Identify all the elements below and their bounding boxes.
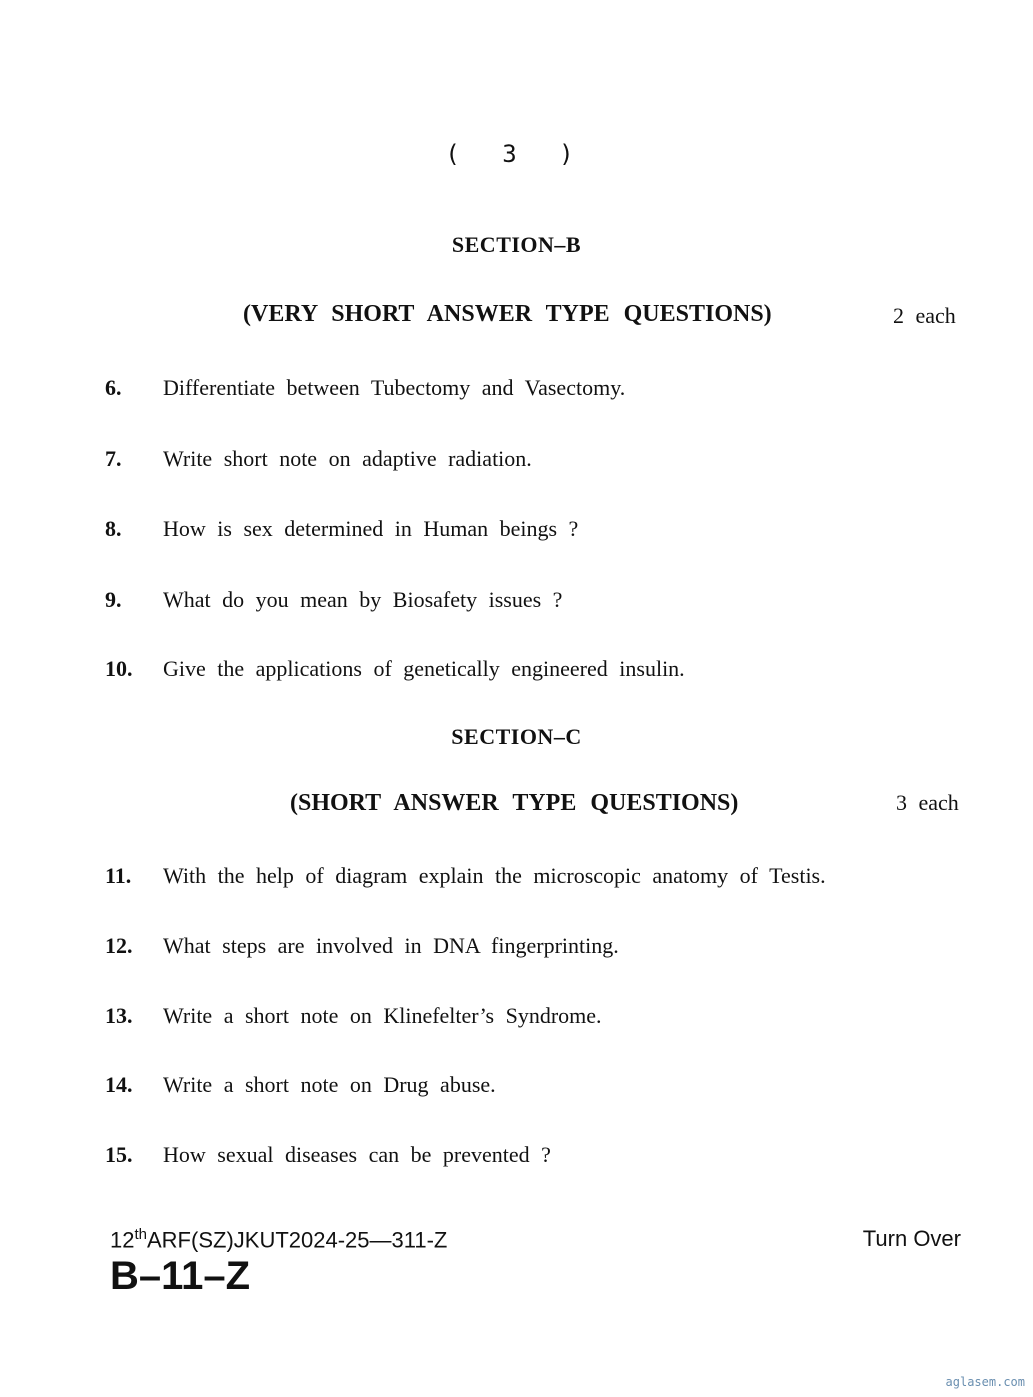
question-text: With the help of diagram explain the microscopic anatomy of Testis. xyxy=(163,863,826,888)
paper-code-sup: th xyxy=(134,1226,147,1243)
turn-over-label: Turn Over xyxy=(862,1226,961,1251)
question-number: 6. xyxy=(105,375,122,400)
question-item xyxy=(105,446,973,472)
question-item xyxy=(105,863,973,889)
question-text: What steps are involved in DNA fingerprinting. xyxy=(163,933,619,958)
section-b-subtitle: (VERY SHORT ANSWER TYPE QUESTIONS) xyxy=(243,301,772,327)
section-b-title: SECTION–B xyxy=(451,232,582,257)
question-item xyxy=(105,587,973,613)
section-b-marks: 2 each xyxy=(893,303,956,328)
paper-code-prefix: 12 xyxy=(110,1227,135,1253)
paper-code-rest: ARF(SZ)JKUT2024-25—311-Z xyxy=(147,1227,448,1253)
question-item xyxy=(105,1142,973,1168)
question-text: What do you mean by Biosafety issues ? xyxy=(163,587,563,612)
section-c-title: SECTION–C xyxy=(451,724,582,749)
booklet-code: B–11–Z xyxy=(110,1254,251,1298)
question-item xyxy=(105,933,973,959)
question-item xyxy=(105,1003,973,1029)
question-text: How sexual diseases can be prevented ? xyxy=(163,1142,551,1167)
section-c-subtitle: (SHORT ANSWER TYPE QUESTIONS) xyxy=(290,790,739,816)
question-text: Differentiate between Tubectomy and Vasectomy. xyxy=(163,375,626,400)
question-number: 9. xyxy=(105,587,122,612)
question-text: How is sex determined in Human beings ? xyxy=(163,516,579,541)
question-text: Give the applications of genetically engineered insulin. xyxy=(163,656,685,681)
question-text: Write a short note on Drug abuse. xyxy=(163,1072,496,1097)
question-number: 10. xyxy=(105,656,133,681)
section-c-marks: 3 each xyxy=(896,790,959,815)
question-number: 14. xyxy=(105,1072,133,1097)
watermark: aglasem.com xyxy=(945,1375,1025,1389)
question-text: Write short note on adaptive radiation. xyxy=(163,446,532,471)
question-number: 12. xyxy=(105,933,133,958)
question-item xyxy=(105,516,973,542)
question-item xyxy=(105,656,973,682)
question-text: Write a short note on Klinefelter’s Syndrome. xyxy=(163,1003,602,1028)
question-item xyxy=(105,375,973,401)
page-number: ( 3 ) xyxy=(445,140,588,168)
question-number: 15. xyxy=(105,1142,133,1167)
paper-code xyxy=(110,1226,447,1253)
question-number: 8. xyxy=(105,516,122,541)
question-number: 11. xyxy=(105,863,132,888)
question-number: 7. xyxy=(105,446,122,471)
question-item xyxy=(105,1072,973,1098)
question-number: 13. xyxy=(105,1003,133,1028)
